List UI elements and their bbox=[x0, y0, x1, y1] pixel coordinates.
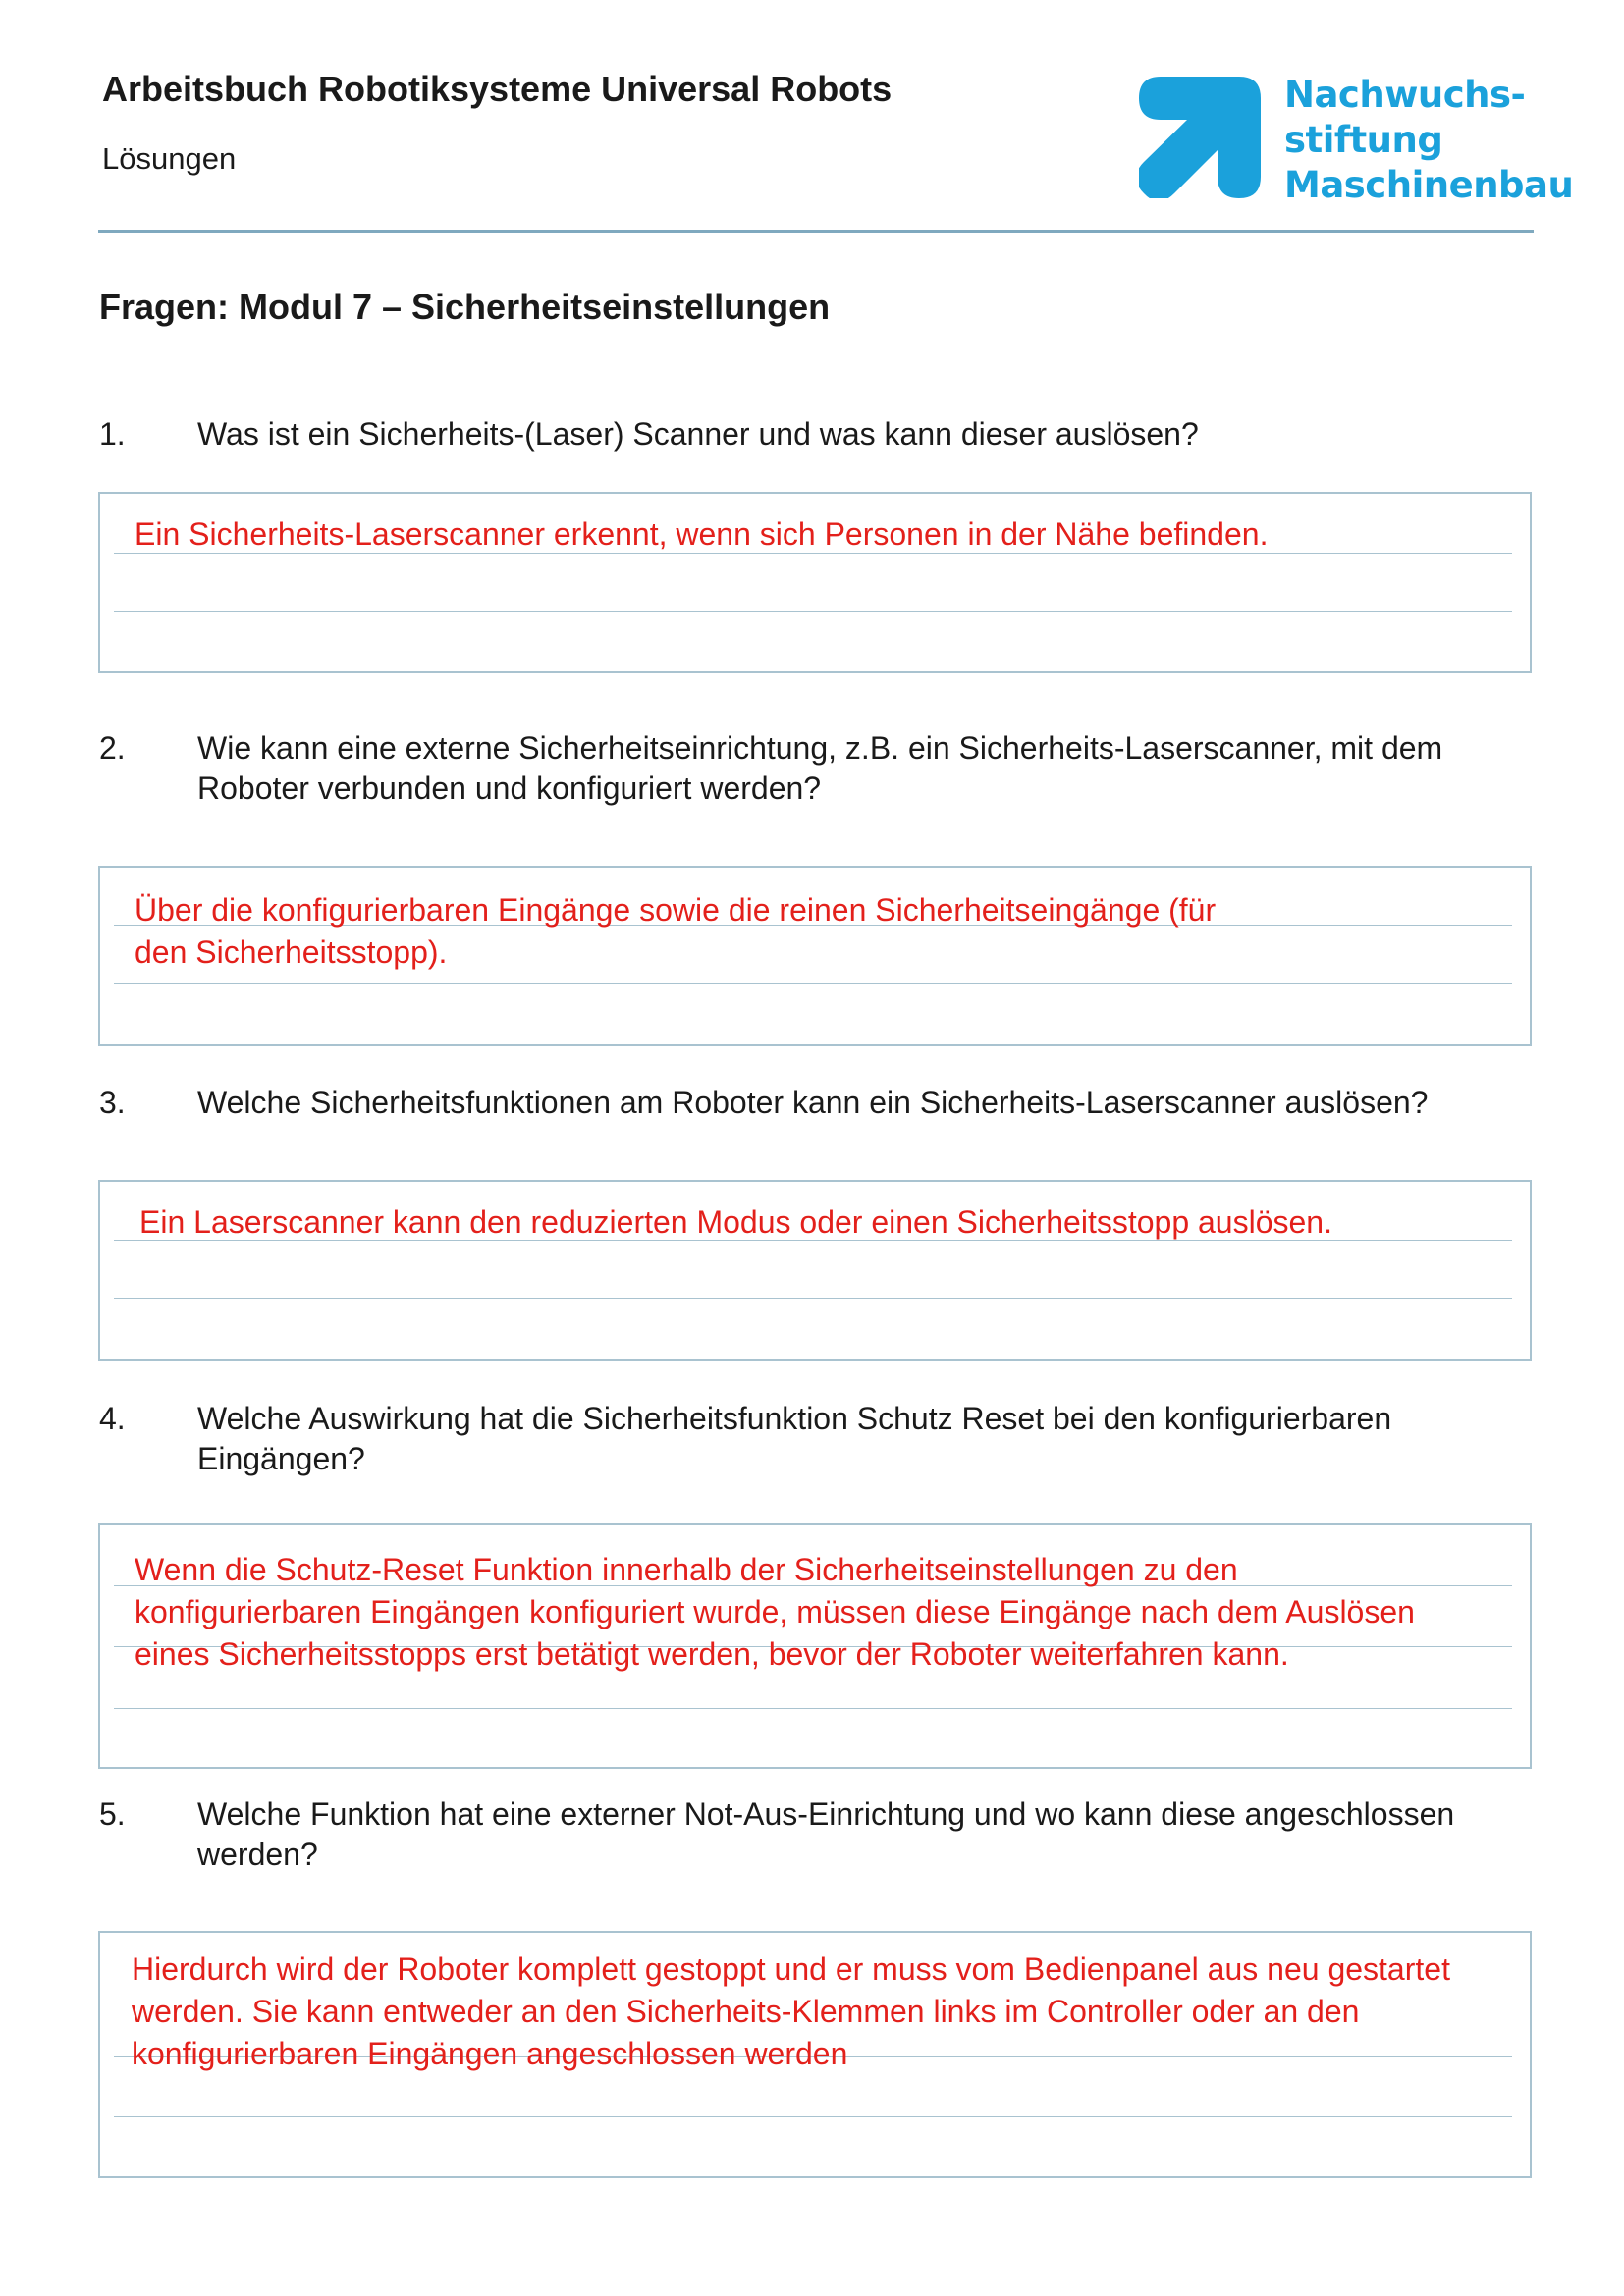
answer-box-4[interactable] bbox=[98, 1523, 1532, 1769]
answer-box-2[interactable] bbox=[98, 866, 1532, 1046]
answer-box-3[interactable] bbox=[98, 1180, 1532, 1361]
section-title: Fragen: Modul 7 – Sicherheitseinstellungen bbox=[99, 287, 831, 327]
question-1 bbox=[99, 414, 1533, 454]
question-number: 2. bbox=[99, 730, 126, 766]
arrow-logo-icon bbox=[1139, 77, 1261, 198]
header-divider bbox=[98, 230, 1534, 233]
question-text: Welche Sicherheitsfunktionen am Roboter kann ein Sicherheits-Laserscanner auslösen? bbox=[197, 1085, 1429, 1120]
document-subtitle: Lösungen bbox=[102, 141, 237, 176]
question-number: 4. bbox=[99, 1401, 126, 1436]
answer-line bbox=[114, 1708, 1512, 1709]
answer-box-5[interactable] bbox=[98, 1931, 1532, 2178]
question-5 bbox=[99, 1794, 1533, 1875]
logo-text-line1: Nachwuchs- bbox=[1284, 74, 1526, 116]
question-2 bbox=[99, 728, 1533, 809]
question-text: Wie kann eine externe Sicherheitseinrichtung, z.B. ein Sicherheits-Laserscanner, mit dem Roboter verbunden und konfiguriert werden? bbox=[197, 730, 1443, 806]
question-text: Was ist ein Sicherheits-(Laser) Scanner und was kann dieser auslösen? bbox=[197, 416, 1199, 452]
answer-line bbox=[114, 1298, 1512, 1299]
answer-text: Über die konfigurierbaren Eingänge sowie die reinen Sicherheitseingänge (für den Sicherheitsstopp). bbox=[135, 892, 1217, 970]
answer-line bbox=[114, 611, 1512, 612]
question-number: 3. bbox=[99, 1085, 126, 1120]
answer-text: Wenn die Schutz-Reset Funktion innerhalb der Sicherheitseinstellungen zu den konfigurierbaren Eingängen konfiguriert wurde, müssen diese Eingänge nach dem Auslösen eines Sicherheitsstopps erst betätigt werden, bevor der Roboter weiterfahren kann. bbox=[135, 1552, 1415, 1672]
question-number: 1. bbox=[99, 416, 126, 452]
document-title: Arbeitsbuch Robotiksysteme Universal Robots bbox=[102, 69, 893, 109]
answer-line bbox=[114, 2116, 1512, 2117]
logo-text-line2: stiftung bbox=[1284, 119, 1443, 161]
question-text: Welche Auswirkung hat die Sicherheitsfunktion Schutz Reset bei den konfigurierbaren Eingängen? bbox=[197, 1401, 1392, 1476]
answer-text: Hierdurch wird der Roboter komplett gestoppt und er muss vom Bedienpanel aus neu gestartet werden. Sie kann entweder an den Sicherheits-Klemmen links im Controller oder an den konfigurierbaren Eingängen angeschlossen werden bbox=[132, 1951, 1450, 2071]
answer-text: Ein Sicherheits-Laserscanner erkennt, wenn sich Personen in der Nähe befinden. bbox=[135, 516, 1269, 552]
logo-text-line3: Maschinenbau bbox=[1284, 164, 1574, 206]
question-text: Welche Funktion hat eine externer Not-Aus-Einrichtung und wo kann diese angeschlossen werden? bbox=[197, 1796, 1455, 1872]
question-4 bbox=[99, 1399, 1533, 1479]
question-number: 5. bbox=[99, 1796, 126, 1832]
answer-box-1[interactable] bbox=[98, 492, 1532, 673]
question-3 bbox=[99, 1083, 1533, 1123]
answer-line bbox=[114, 983, 1512, 984]
answer-text: Ein Laserscanner kann den reduzierten Modus oder einen Sicherheitsstopp auslösen. bbox=[139, 1204, 1332, 1240]
nachwuchsstiftung-logo bbox=[1139, 73, 1574, 206]
